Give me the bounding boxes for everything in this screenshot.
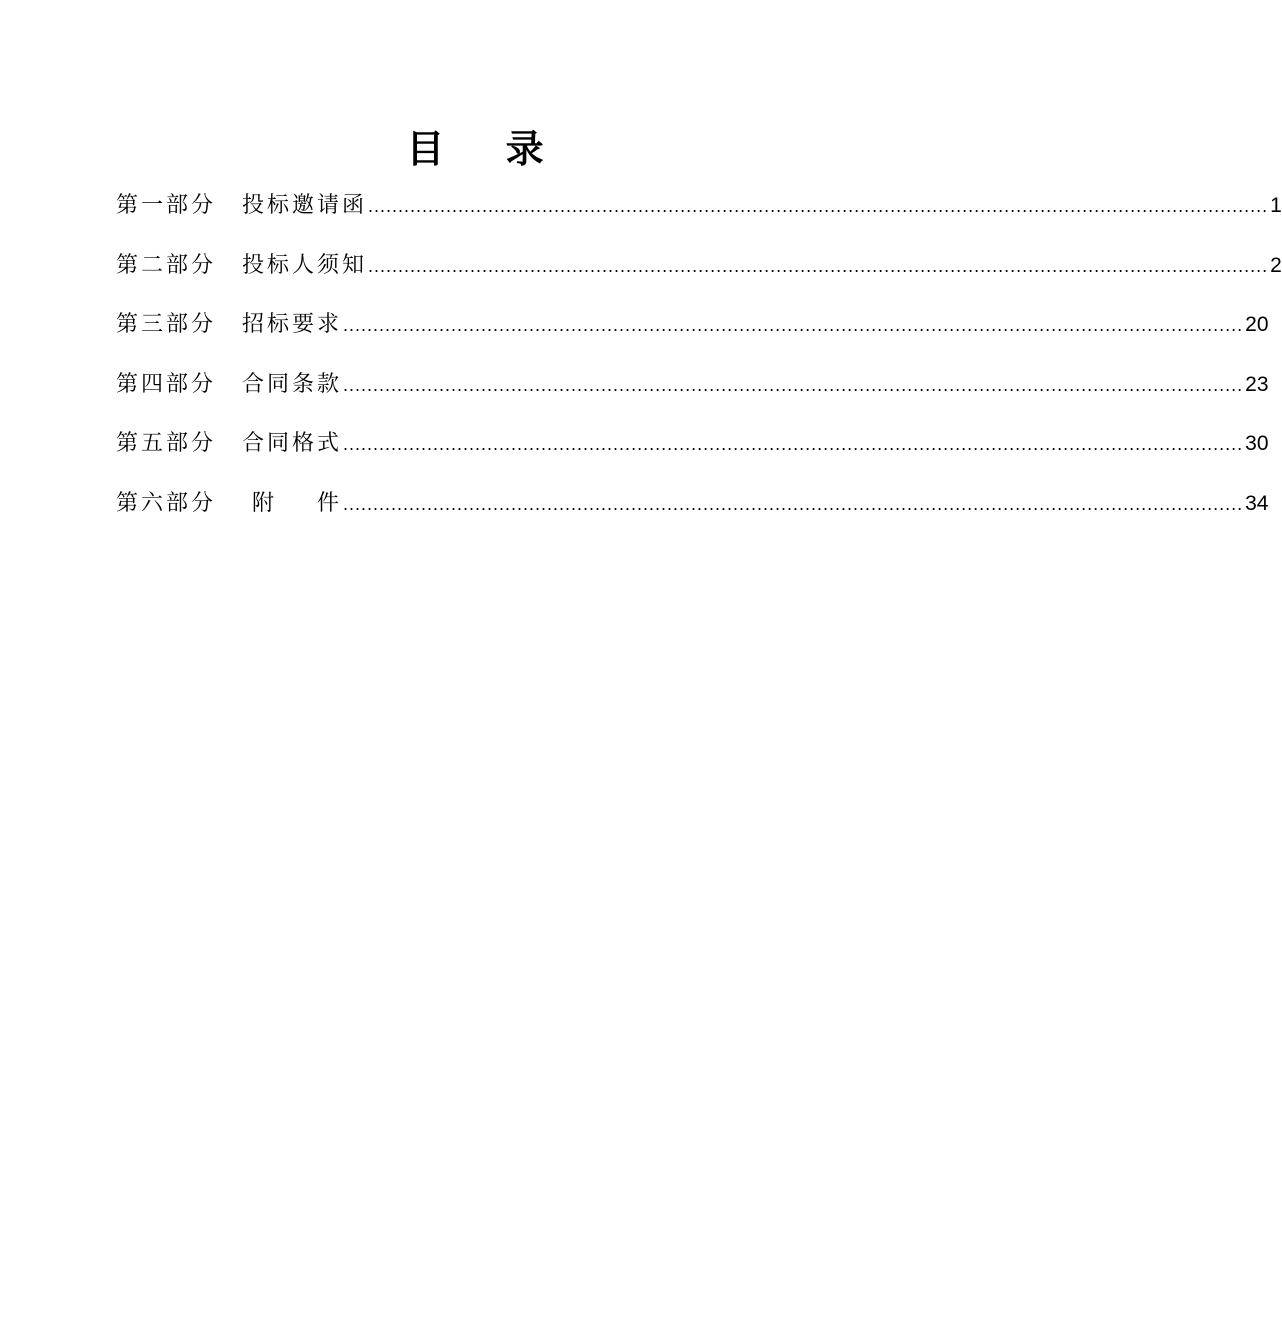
toc-entry-page: 2 — [1270, 253, 1282, 277]
toc-entry[interactable] — [116, 484, 1269, 544]
toc-entry-page: 20 — [1245, 313, 1269, 336]
toc-dot-leader: ...................................................................................................................................................... — [342, 493, 1244, 514]
toc-title: 目 录 — [406, 127, 568, 171]
toc-entry[interactable] — [116, 186, 1282, 246]
toc-entry-name: 投标邀请函 — [242, 193, 368, 218]
toc-entry-part: 第二部分 — [116, 252, 217, 278]
toc-entry-page: 1 — [1270, 194, 1282, 217]
toc-entry-page: 30 — [1245, 432, 1269, 455]
toc-entry-page: 34 — [1245, 491, 1269, 515]
toc-entry[interactable] — [116, 246, 1282, 306]
toc-entry-page: 23 — [1245, 372, 1269, 396]
toc-dot-leader: ...................................................................................................................................................... — [343, 315, 1244, 335]
toc-list — [116, 186, 1282, 543]
toc-dot-leader: ...................................................................................................................................................... — [368, 255, 1269, 276]
toc-entry-name: 合同格式 — [242, 431, 343, 456]
toc-dot-leader: ...................................................................................................................................................... — [343, 374, 1244, 395]
toc-entry[interactable] — [116, 424, 1269, 484]
toc-entry-name: 附 件 — [242, 490, 342, 516]
toc-entry-part: 第五部分 — [116, 431, 217, 456]
toc-dot-leader: ...................................................................................................................................................... — [368, 196, 1269, 216]
toc-entry-name: 招标要求 — [242, 312, 343, 337]
toc-entry[interactable] — [116, 305, 1269, 365]
toc-entry-part: 第六部分 — [116, 490, 217, 516]
toc-entry-name: 合同条款 — [242, 371, 343, 397]
toc-entry[interactable] — [116, 365, 1269, 425]
toc-entry-part: 第四部分 — [116, 371, 217, 397]
toc-dot-leader: ...................................................................................................................................................... — [343, 434, 1244, 454]
toc-entry-part: 第三部分 — [116, 312, 217, 337]
toc-entry-name: 投标人须知 — [242, 252, 368, 278]
toc-entry-part: 第一部分 — [116, 193, 217, 218]
